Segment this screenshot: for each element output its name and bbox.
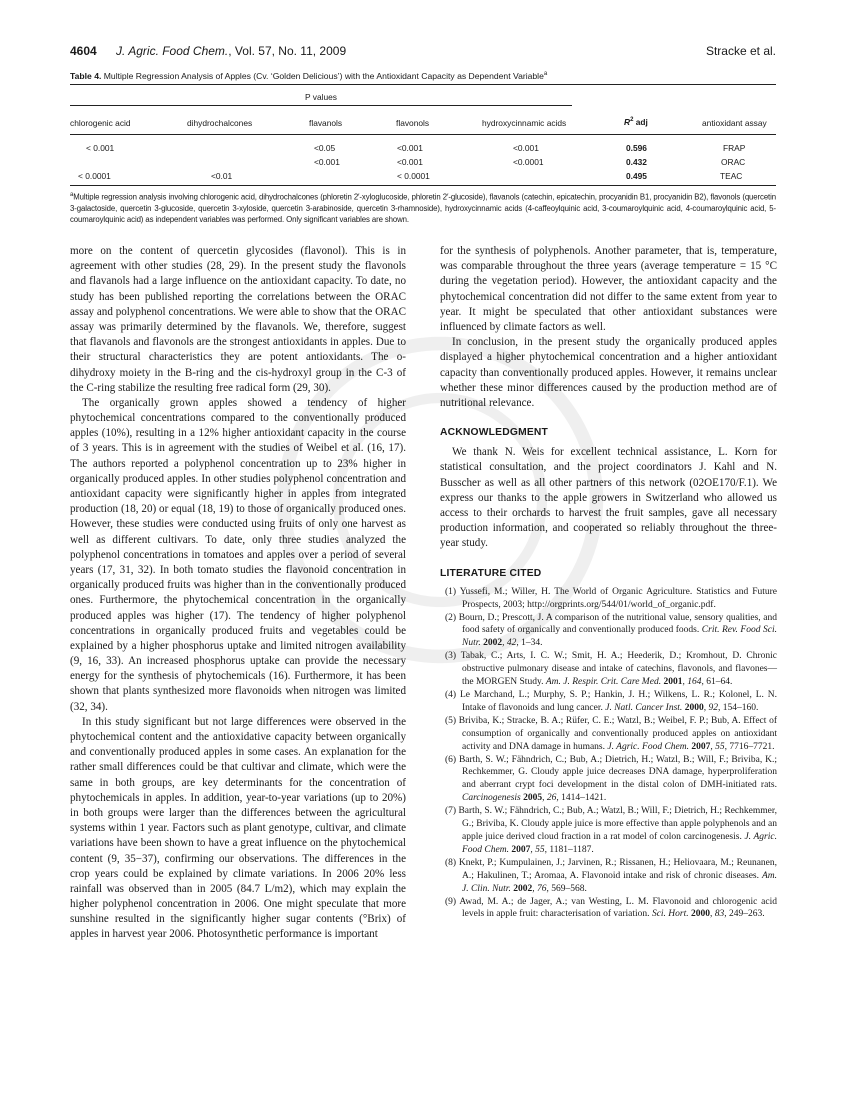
body-left-column <box>70 244 406 943</box>
cell-r1-flavonols: <0.001 <box>397 143 423 153</box>
reference-item: (6) Barth, S. W.; Fähndrich, C.; Bub, A.; Dietrich, H.; Watzl, B.; Will, F.; Briviba, K.; Rechkemmer, G. Cloudy apple juice decreases DNA damage, hyperproliferation and aberrant crypt foci development in the distal colon of DMH-initiated rats. Carcinogenesis 2005, 26, 1414–1421. <box>445 754 777 804</box>
col-header-hydroxycinnamic: hydroxycinnamic acids <box>482 118 567 128</box>
cell-r2-r2: 0.432 <box>626 157 647 167</box>
col-header-flavonols: flavonols <box>396 118 430 128</box>
acknowledgment-heading: ACKNOWLEDGMENT <box>440 427 549 439</box>
table-top-rule <box>70 84 776 85</box>
reference-item: (7) Barth, S. W.; Fähndrich, C.; Bub, A.; Watzl, B.; Will, F.; Dietrich, H.; Rechkemmer, G.; Briviba, K. Cloudy apple juice is more effective than apple polyphenols and an apple juice derived cloud fraction in a rat model of colon carcinogenesis. J. Agric. Food Chem. 2007, 55, 1181–1187. <box>445 806 778 855</box>
running-authors: Stracke et al. <box>705 44 776 58</box>
right-paragraph-2: In conclusion, in the present study the organically produced apples displayed a higher phytochemical concentration and a higher antioxidant capacity than conventionally produced apples. However, it remains unclear whether these minor differences caused by the production method are of nutritional relevance. <box>440 336 777 409</box>
left-paragraph-2: The organically grown apples showed a tendency of higher phytochemical concentrations compared to the conventionally produced apples (10%), resulting in a 12% higher antioxidant capacity in the course of 3 years. This is in agreement with the studies of Weibel et al. (16, 17). The authors reported a polyphenol concentration up to 23% higher in organically produced apples. In other studies polyphenol concentration and antioxidant capacity were significantly higher in apples from integrated production (18, 20) or equal (18, 19) to those of organically produced ones. However, these studies were conducted using fruits of only one harvest as well as different cultivars. To date, only three studies analyzed the polyphenol concentrations in tomatoes and apples over a period of several years (17, 31, 32). In both tomato studies the flavonoid concentration in organically produced fruits was higher than in the conventionally produced ones. Furthermore, the phytochemical concentration in the organically produced apples was higher (17). The tendency of higher polyphenol concentrations in organically produced fruits and vegetables could be explained by a higher phosphorus uptake and limited nitrogen availability (9, 16, 33). An increased phosphorus uptake can provide the necessary energy for the synthesis of phytochemicals (16). Furthermore, it has been shown that plants synthesized more flavonoids when nitrogen was limited (32, 34). <box>70 396 406 713</box>
literature-heading: LITERATURE CITED <box>440 567 542 579</box>
footnote-text: Multiple regression analysis involving chlorogenic acid, dihydrochalcones (phloretin 2′-xyloglucoside, phloretin 2′-glucoside), flavanols (catechin, epicatechin, procyanidin B1, procyanidin B2), flavonols (quercetin 3-galactoside, quercetin 3-glucoside, quercetin 3-xyloside, quercetin 3-arabinoside, quercetin 3-rhamnoside), hydroxycinnamic acids (4-caffeoylquinic acid, 3-coumaroylquinic acid, 4-coumaroylquinic acid, 5-coumaroylquinic acid) as independent variables was performed. Only significant variables are shown. <box>70 192 776 224</box>
footnote-marker: a <box>70 192 74 198</box>
reference-item: (9) Awad, M. A.; de Jager, A.; van Westing, L. M. Flavonoid and chlorogenic acid levels in apple fruit: characterisation of variation. Sci. Hort. 2000, 83, 249–263. <box>445 896 777 920</box>
pvalues-group-header: P values <box>305 92 337 102</box>
table-footnote <box>70 190 776 225</box>
cell-r3-dihydro: <0.01 <box>211 171 233 181</box>
cell-r2-hydroxy: <0.0001 <box>513 157 544 167</box>
body-right-column <box>440 244 777 921</box>
acknowledgment-text: We thank N. Weis for excellent technical assistance, L. Korn for statistical consultation, and the project coordinators J. Kahl and N. Busscher as well as all other partners of this network (02OE170/F.1). We express our thanks to the apple growers in Switzerland who allowed us access to their orchards to harvest the fruit samples, gave all necessary production information, and cooperated so reliably throughout the three-year study. <box>440 446 777 550</box>
reference-item: (3) Tabak, C.; Arts, I. C. W.; Smit, H. A.; Heederik, D.; Kromhout, D. Chronic obstructive pulmonary disease and intake of catechins, flavonols, and flavones—the MORGEN Study. Am. J. Respir. Crit. Care Med. 2001, 164, 61–64. <box>445 651 778 688</box>
right-paragraph-1: for the synthesis of polyphenols. Another parameter, that is, temperature, was comparable throughout the three years (average temperature = 15 °C during the vegetation period). However, the antioxidant capacity and the phytochemical concentration did not differ to the same extent from year to year. It might be speculated that other antioxidant substances were influenced by climate factors as well. <box>440 245 777 333</box>
cell-r3-assay: TEAC <box>720 171 743 181</box>
reference-item: (2) Bourn, D.; Prescott, J. A comparison of the nutritional value, sensory qualities, and food safety of organically and conventionally produced foods. Crit. Rev. Food Sci. Nutr. 2002, 42, 1–34. <box>445 612 778 649</box>
left-paragraph-3: In this study significant but not large differences were observed in the phytochemical content and the antioxidative capacity between organically and conventionally produced apples in some cases. An explanation for the rather small differences could be that cultivar and climate, which were the same in both groups, are key determinants for the concentration of phytochemicals in apples. In addition, year-to-year variations (up to 20%) in both groups were larger than the differences between the agricultural systems within 1 year. Factors such as plant genotype, cultivar, and climate variations have been shown to have a great influence on the phytochemical content (9, 35−37), confirming our observations. The differences in the crop years could be explained by climate variations. In 2006 20% less rainfall was observed than in 2005 (84.7 L/m2), which may explain the higher polyphenol concentration in 2006. One might speculate that more sunshine resulted in the significantly higher sugar contents (°Brix) of apples in harvest year 2006. Photosynthetic performance is important <box>70 715 406 941</box>
reference-item: (5) Briviba, K.; Stracke, B. A.; Rüfer, C. E.; Watzl, B.; Weibel, F. P.; Bub, A. Effect of consumption of organically and conventionally produced apples on antioxidant activity and DNA damage in humans. J. Agric. Food Chem. 2007, 55, 7716–7721. <box>445 715 778 752</box>
col-header-assay: antioxidant assay <box>702 118 767 128</box>
volume-issue: , Vol. 57, No. 11, 2009 <box>228 44 347 58</box>
pvalues-underline <box>70 105 572 106</box>
cell-r1-flavanols: <0.05 <box>314 143 336 153</box>
cell-r1-r2: 0.596 <box>626 143 647 153</box>
table-bottom-rule <box>70 185 776 186</box>
reference-list <box>440 586 777 922</box>
page-number: 4604 <box>70 44 97 58</box>
col-header-r2adj: $R^2$ adj <box>624 117 648 127</box>
cell-r2-flavonols: <0.001 <box>397 157 423 167</box>
left-paragraph-1: more on the content of quercetin glycosides (flavonol). This is in agreement with other studies (28, 29). In the present study the flavonols and flavanols had a large influence on the antioxidant capacity. To date, no study has been published reporting the correlations between the ORAC assay and polyphenol concentrations. We were able to show that the ORAC assay was primarily determined by the flavanols. We, therefore, suggest that flavanols and flavonols are the strongest antioxidants in apples. Due to their structural characteristics they are potent antioxidants. The o-dihydroxy moiety in the B-ring and the cis-hydroxyl group in the C-3 of the C-ring stabilize the resulting free radical form (29, 30). <box>70 245 406 394</box>
col-header-dihydrochalcones: dihydrochalcones <box>187 118 253 128</box>
cell-r3-r2: 0.495 <box>626 171 647 181</box>
col-header-flavanols: flavanols <box>309 118 343 128</box>
cell-r1-hydroxy: <0.001 <box>513 143 539 153</box>
table-header-rule <box>70 134 776 135</box>
journal-name: J. Agric. Food Chem. <box>116 44 229 58</box>
table-title: Multiple Regression Analysis of Apples (Cv. ‘Golden Delicious’) with the Antioxidant Capacity as Dependent Variable <box>103 70 544 81</box>
table-label: Table 4. <box>70 70 102 81</box>
page-header <box>70 44 776 60</box>
reference-item: (1) Yussefi, M.; Willer, H. The World of Organic Agriculture. Statistics and Future Prospects, 2003; http://orgprints.org/544/01/world_of_organic.pdf. <box>445 586 777 610</box>
cell-r1-assay: FRAP <box>723 143 746 153</box>
cell-r3-flavonols: < 0.0001 <box>397 171 430 181</box>
cell-r2-flavanols: <0.001 <box>314 157 340 167</box>
cell-r1-chlorogenic: < 0.001 <box>86 143 115 153</box>
journal-citation <box>116 44 346 58</box>
cell-r2-assay: ORAC <box>721 157 746 167</box>
table-caption <box>70 69 780 82</box>
reference-item: (4) Le Marchand, L.; Murphy, S. P.; Hankin, J. H.; Wilkens, L. R.; Kolonel, L. N. Intake of flavonoids and lung cancer. J. Natl. Cancer Inst. 2000, 92, 154–160. <box>445 690 777 713</box>
caption-footnote-marker: a <box>543 71 548 77</box>
col-header-chlorogenic: chlorogenic acid <box>70 118 131 128</box>
reference-item: (8) Knekt, P.; Kumpulainen, J.; Jarvinen, R.; Rissanen, H.; Heliovaara, M.; Reunanen, A.; Hakulinen, T.; Aromaa, A. Flavonoid intake and risk of chronic diseases. Am. J. Clin. Nutr. 2002, 76, 569–568. <box>445 857 778 894</box>
cell-r3-chlorogenic: < 0.0001 <box>78 171 111 181</box>
